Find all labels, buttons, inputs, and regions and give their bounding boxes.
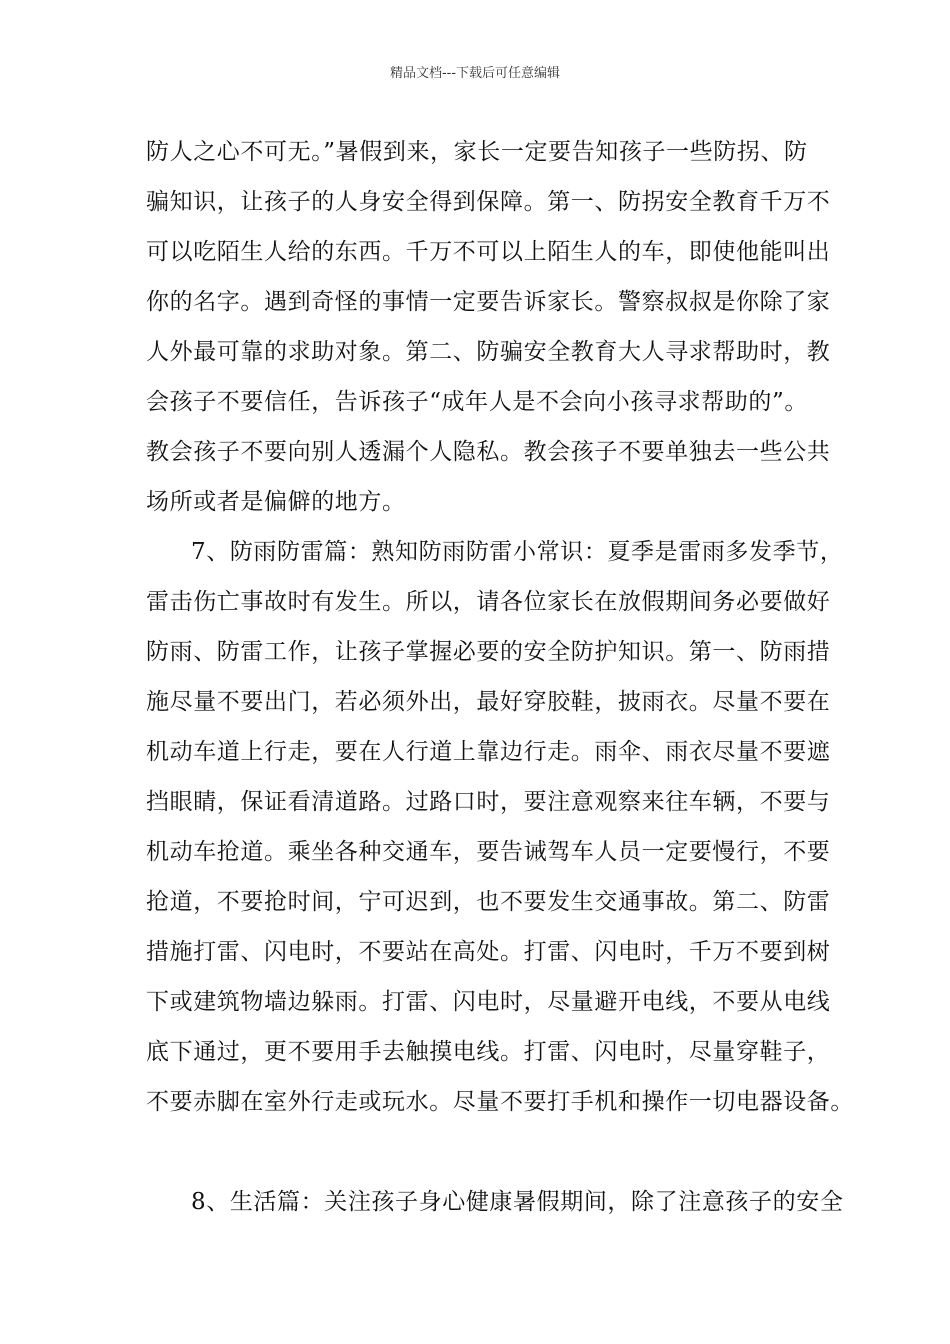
paragraph-line: 人外最可靠的求助对象。第二、防骗安全教育大人寻求帮助时，教 bbox=[146, 339, 831, 365]
paragraph-line: 机动车抢道。乘坐各种交通车，要告诫驾车人员一定要慢行，不要 bbox=[146, 839, 831, 865]
paragraph-line: 底下通过，更不要用手去触摸电线。打雷、闪电时，尽量穿鞋子， bbox=[146, 1039, 831, 1065]
page-header: 精品文档---下载后可任意编辑 bbox=[389, 66, 561, 81]
section-heading-line: 7、防雨防雷篇：熟知防雨防雷小常识：夏季是雷雨多发季节， bbox=[191, 539, 844, 565]
paragraph-line: 抢道，不要抢时间，宁可迟到，也不要发生交通事故。第二、防雷 bbox=[146, 889, 831, 915]
paragraph-line: 措施打雷、闪电时，不要站在高处。打雷、闪电时，千万不要到树 bbox=[146, 939, 831, 965]
section-heading-line: 8、生活篇：关注孩子身心健康暑假期间，除了注意孩子的安全 bbox=[191, 1189, 844, 1215]
paragraph-line: 不要赤脚在室外行走或玩水。尽量不要打手机和操作一切电器设备。 bbox=[146, 1089, 854, 1115]
paragraph-line: 施尽量不要出门，若必须外出，最好穿胶鞋，披雨衣。尽量不要在 bbox=[146, 689, 831, 715]
paragraph-line: 你的名字。遇到奇怪的事情一定要告诉家长。警察叔叔是你除了家 bbox=[146, 289, 831, 315]
paragraph-line: 机动车道上行走，要在人行道上靠边行走。雨伞、雨衣尽量不要遮 bbox=[146, 739, 831, 765]
paragraph-line: 雷击伤亡事故时有发生。所以，请各位家长在放假期间务必要做好 bbox=[146, 589, 831, 615]
paragraph-line: 骗知识，让孩子的人身安全得到保障。第一、防拐安全教育千万不 bbox=[146, 189, 831, 215]
paragraph-line: 挡眼睛，保证看清道路。过路口时，要注意观察来往车辆，不要与 bbox=[146, 789, 831, 815]
paragraph-line: 教会孩子不要向别人透漏个人隐私。教会孩子不要单独去一些公共 bbox=[146, 439, 831, 465]
paragraph-line: 防人之心不可无。”暑假到来，家长一定要告知孩子一些防拐、防 bbox=[146, 139, 808, 165]
paragraph-line: 防雨、防雷工作，让孩子掌握必要的安全防护知识。第一、防雨措 bbox=[146, 639, 831, 665]
paragraph-line: 会孩子不要信任，告诉孩子“成年人是不会向小孩寻求帮助的”。 bbox=[146, 389, 808, 415]
paragraph-line: 场所或者是偏僻的地方。 bbox=[146, 489, 406, 515]
paragraph-line: 可以吃陌生人给的东西。千万不可以上陌生人的车，即使他能叫出 bbox=[146, 239, 831, 265]
paragraph-line: 下或建筑物墙边躲雨。打雷、闪电时，尽量避开电线，不要从电线 bbox=[146, 989, 831, 1015]
